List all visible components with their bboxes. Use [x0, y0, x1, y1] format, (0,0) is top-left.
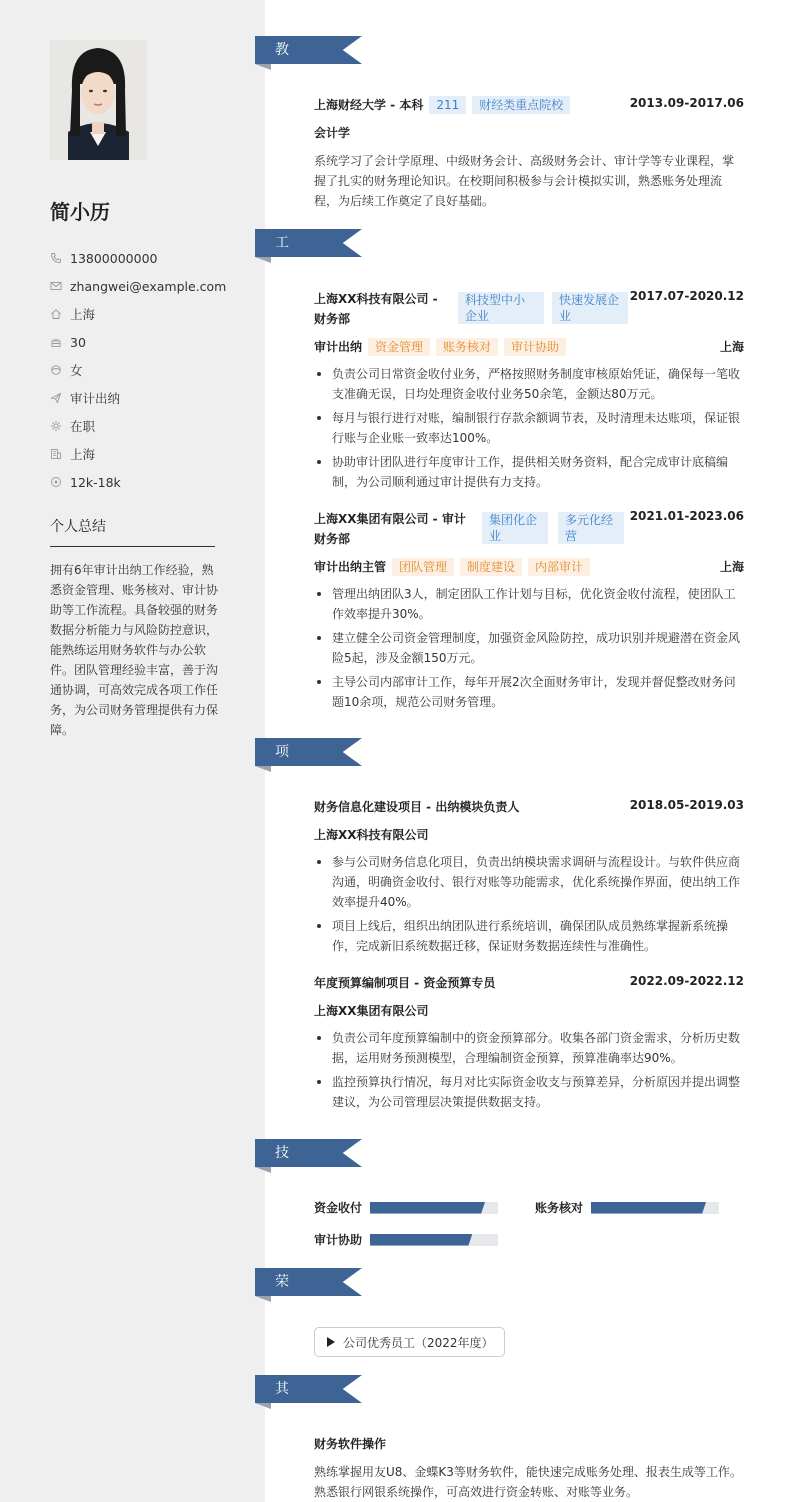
list-item: 每月与银行进行对账，编制银行存款余额调节表，及时清理未达账项，保证银行账与企业账一致率达100%。: [314, 408, 744, 448]
work-entry-header: [314, 289, 744, 329]
project-entry-header: [314, 974, 744, 994]
project-title: 年度预算编制项目 - 资金预算专员: [314, 976, 496, 990]
company-dept: 财务部: [314, 532, 351, 546]
list-item: 项目上线后，组织出纳团队进行系统培训，确保团队成员熟练掌握新系统操作，完成新旧系统数据迁移，保证财务数据连续性与准确性。: [314, 916, 744, 956]
project-date: 2018.05-2019.03: [629, 798, 744, 812]
company-dept: 财务部: [314, 312, 351, 326]
list-item: 参与公司财务信息化项目，负责出纳模块需求调研与流程设计。与软件供应商沟通，明确资金收付、银行对账等功能需求，优化系统操作界面，使出纳工作效率提升40%。: [314, 852, 744, 912]
salary-text: 12k-18k: [70, 474, 121, 490]
list-item: 负责公司年度预算编制中的资金预算部分。收集各部门资金需求，分析历史数据，运用财务预测模型，合理编制资金预算，预算准确率达90%。: [314, 1028, 744, 1068]
skill-tag: 团队管理: [392, 558, 454, 576]
school-name: 上海财经大学 - 本科: [314, 98, 424, 112]
company-tag: 科技型中小 企业: [458, 292, 544, 324]
info-location: [50, 300, 230, 328]
skill-tag: 资金管理: [368, 338, 430, 356]
work-city: 上海: [719, 340, 744, 354]
contact-info-list: [50, 244, 230, 496]
work-bullets: [314, 364, 744, 496]
location-text: 上海: [70, 307, 96, 322]
status-text: 在职: [70, 419, 96, 434]
skill-tag: 内部审计: [528, 558, 590, 576]
salary-icon: [50, 476, 62, 488]
other-title: 财务软件操作: [314, 1437, 387, 1451]
info-status: [50, 412, 230, 440]
project-bullets: [314, 1028, 744, 1116]
building-icon: [50, 448, 62, 460]
skill-item: [535, 1199, 719, 1216]
phone-text: 13800000000: [70, 250, 158, 266]
city-text: 上海: [70, 447, 96, 462]
education-date: 2013.09-2017.06: [629, 96, 744, 110]
send-icon: [50, 392, 62, 404]
gender-icon: [50, 364, 62, 376]
work-bullets: [314, 584, 744, 716]
avatar: [50, 40, 147, 160]
project-company: 上海XX集团有限公司: [314, 1004, 429, 1018]
position-text: 审计出纳: [70, 391, 121, 406]
info-email: [50, 272, 230, 300]
skill-name: 账务核对: [535, 1201, 584, 1215]
list-item: 管理出纳团队3人，制定团队工作计划与目标，优化资金收付流程，使团队工作效率提升30%。: [314, 584, 744, 624]
section-skills-label: 技能专长: [275, 1145, 289, 1245]
age-text: 30: [70, 334, 86, 350]
list-item: 负责公司日常资金收付业务，严格按照财务制度审核原始凭证，确保每一笔收支准确无误，日均处理资金收付业务50余笔，金额达80万元。: [314, 364, 744, 404]
project-entry-header: [314, 798, 744, 818]
skill-bar: [591, 1202, 719, 1214]
main-content: [255, 0, 794, 1502]
skill-item: [314, 1199, 498, 1216]
job-role: 审计出纳主管: [314, 560, 387, 574]
email-text: zhangwei@example.com: [70, 278, 227, 294]
info-salary: [50, 468, 230, 496]
education-desc: 系统学习了会计学原理、中级财务会计、高级财务会计、审计学等专业课程，掌握了扎实的财务理论知识。在校期间积极参与会计模拟实训，熟悉账务处理流程，为后续工作奠定了良好基础。: [314, 154, 735, 208]
work-entry-header: [314, 509, 744, 549]
info-gender: [50, 356, 230, 384]
sidebar: [0, 0, 265, 1502]
status-icon: [50, 420, 62, 432]
list-item: 主导公司内部审计工作，每年开展2次全面财务审计，发现并督促整改财务问题10余项，规范公司财务管理。: [314, 672, 744, 712]
skill-bar-fill: [591, 1202, 706, 1214]
skill-tag: 制度建设: [460, 558, 522, 576]
other-desc: 熟练掌握用友U8、金蝶K3等财务软件，能快速完成账务处理、报表生成等工作。熟悉银行网银系统操作，可高效进行资金转账、对账等业务。: [314, 1465, 742, 1499]
work-date: 2021.01-2023.06: [629, 509, 744, 523]
summary-text: 拥有6年审计出纳工作经验，熟悉资金管理、账务核对、审计协助等工作流程。具备较强的财务数据分析能力与风险防控意识，能熟练运用财务软件与办公软件。团队管理经验丰富，善于沟通协调，可高效完成各项工作任务，为公司财务管理提供有力保障。: [50, 563, 219, 737]
company-tag: 多元化经 营: [558, 512, 624, 544]
project-bullets: [314, 852, 744, 960]
skill-name: 审计协助: [314, 1233, 363, 1247]
company-name: 上海XX集团有限公司 - 审计: [314, 512, 466, 526]
section-work-label: 工作经历: [275, 235, 289, 335]
skill-bar-fill: [370, 1234, 472, 1246]
section-education-label: 教育经历: [275, 42, 289, 142]
info-phone: [50, 244, 230, 272]
summary-title: 个人总结: [50, 516, 215, 547]
gender-text: 女: [70, 363, 83, 378]
candidate-name: 简小历: [50, 200, 110, 224]
award-text: 公司优秀员工（2022年度）: [343, 1335, 494, 1350]
skill-bar: [370, 1202, 498, 1214]
education-tag: 211: [429, 96, 466, 114]
section-other-label: 其他信息: [275, 1381, 289, 1481]
age-icon: [50, 336, 62, 348]
project-company: 上海XX科技有限公司: [314, 828, 429, 842]
work-role-row: [314, 558, 744, 578]
work-date: 2017.07-2020.12: [629, 289, 744, 303]
award-item[interactable]: [314, 1327, 505, 1357]
skill-bar: [370, 1234, 498, 1246]
list-item: 协助审计团队进行年度审计工作，提供相关财务资料，配合完成审计底稿编制，为公司顺利通过审计提供有力支持。: [314, 452, 744, 492]
info-city: [50, 440, 230, 468]
section-project-label: 项目经历: [275, 744, 289, 844]
education-major: 会计学: [314, 126, 351, 140]
mail-icon: [50, 280, 62, 292]
education-tag: 财经类重点院校: [472, 96, 570, 114]
company-tag: 集团化企 业: [482, 512, 548, 544]
phone-icon: [50, 252, 62, 264]
company-name: 上海XX科技有限公司 -: [314, 292, 438, 306]
info-position: [50, 384, 230, 412]
company-tag: 快速发展企 业: [552, 292, 628, 324]
skill-bar-fill: [370, 1202, 485, 1214]
info-age: [50, 328, 230, 356]
work-role-row: [314, 338, 744, 358]
home-icon: [50, 308, 62, 320]
work-city: 上海: [719, 560, 744, 574]
job-role: 审计出纳: [314, 340, 363, 354]
list-item: 建立健全公司资金管理制度，加强资金风险防控，成功识别并规避潜在资金风险5起，涉及金额150万元。: [314, 628, 744, 668]
skill-name: 资金收付: [314, 1201, 363, 1215]
skill-item: [314, 1231, 498, 1248]
project-title: 财务信息化建设项目 - 出纳模块负责人: [314, 800, 520, 814]
skill-tag: 审计协助: [504, 338, 566, 356]
list-item: 监控预算执行情况，每月对比实际资金收支与预算差异，分析原因并提出调整建议，为公司管理层决策提供数据支持。: [314, 1072, 744, 1112]
expand-triangle-icon: [327, 1337, 335, 1347]
project-date: 2022.09-2022.12: [629, 974, 744, 988]
education-entry: [314, 96, 744, 116]
section-awards-label: 荣誉奖项: [275, 1274, 289, 1374]
skill-tag: 账务核对: [436, 338, 498, 356]
